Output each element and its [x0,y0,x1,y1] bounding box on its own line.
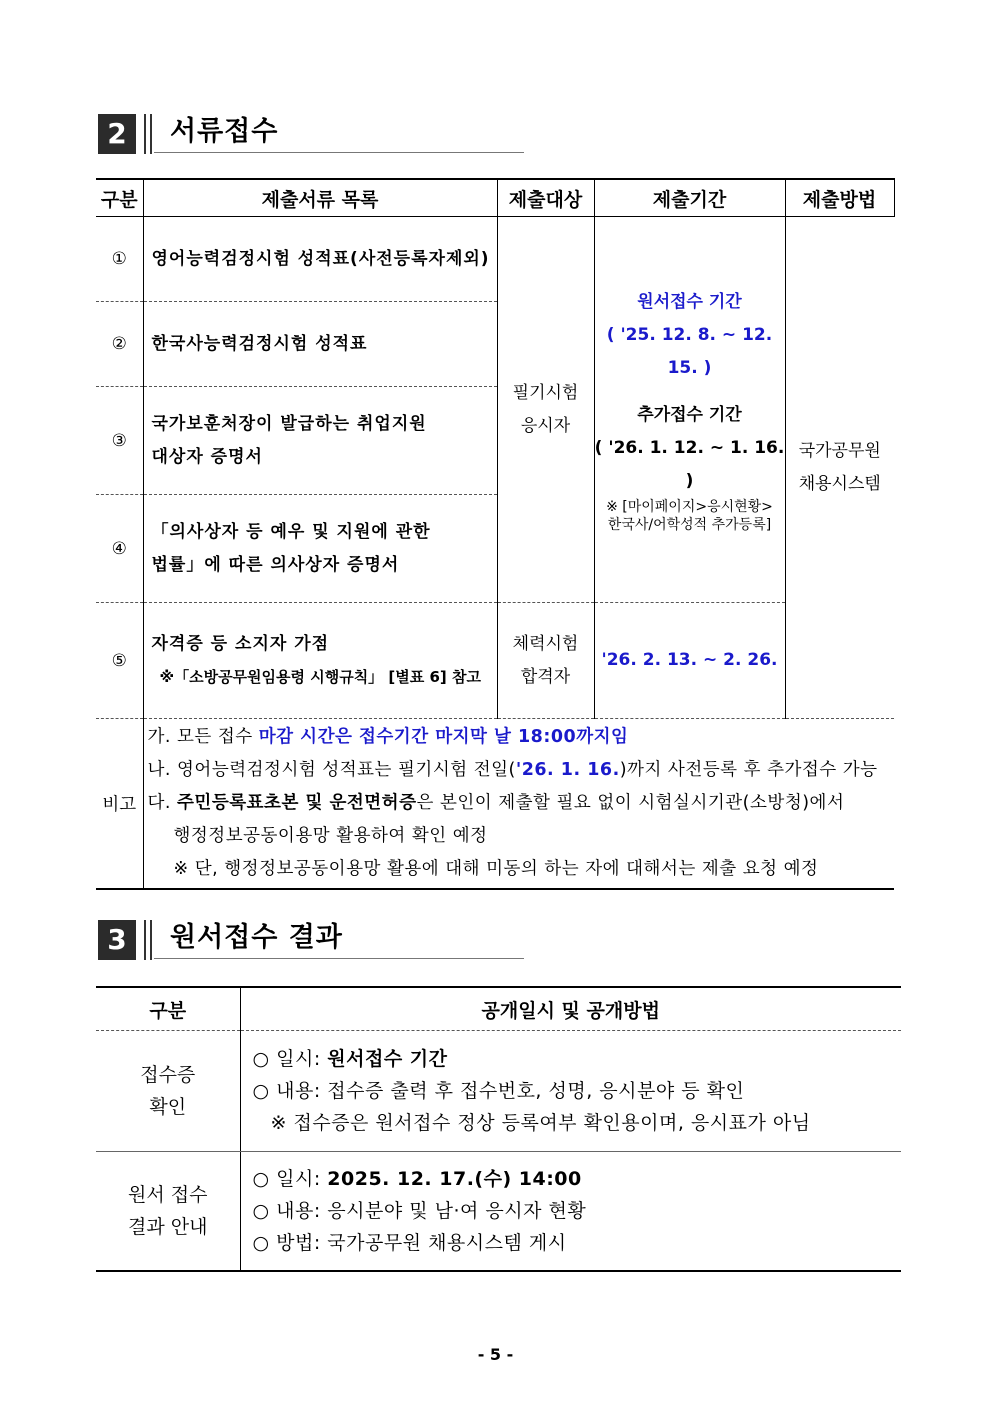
remark-date: '26. 1. 16. [515,760,620,780]
remark-bold: 주민등록표초본 및 운전면허증 [177,793,417,813]
date-line [253,1043,902,1075]
remark-body [143,719,894,890]
document-line: 대상자 증명서 [151,446,263,467]
section-underline [154,152,524,153]
section-divider [144,114,152,154]
section-3-heading [98,920,524,960]
row-number: ③ [96,387,143,495]
target-line: 응시자 [520,415,571,436]
section-2-heading [98,114,524,154]
period-note-2: 한국사/어학성적 추가등록] [607,516,772,533]
remark-c-continuation: 행정정보공동이용망 활용하여 확인 예정 [173,826,488,846]
method-line: ○ 방법: 국가공무원 채용시스템 게시 [252,1232,567,1254]
main-period-label: 원서접수 기간 [637,291,742,312]
row-body [240,1152,901,1272]
document-name [143,603,497,719]
table-header-row [96,987,901,1031]
remark-text: 나. 영어능력검정시험 성적표는 필기시험 전일( [147,760,516,780]
extra-period-range: ( '26. 1. 12. ~ 1. 16. ) [594,437,785,491]
section-number: 2 [98,114,136,154]
document-line: 국가보훈처장이 발급하는 취업지원 [151,413,427,434]
document-line: 법률」에 따른 의사상자 증명서 [151,554,400,575]
row-number: ⑤ [96,603,143,719]
application-result-table [96,986,901,1272]
row-number: ① [96,217,143,302]
method-line: 채용시스템 [798,473,881,494]
table-row [96,603,894,719]
main-period-range: ( '25. 12. 8. ~ 12. 15. ) [606,324,773,378]
date-value: 원서접수 기간 [327,1048,448,1070]
content-line: ○ 내용: 접수증 출력 후 접수번호, 성명, 응시분야 등 확인 [252,1080,745,1102]
table-row [96,1031,901,1152]
remark-highlight: 마감 시간은 접수기간 마지막 날 18:00까지임 [258,727,629,747]
date-value: 2025. 12. 17.(수) 14:00 [327,1168,582,1190]
note-line: ※ 접수증은 원서접수 정상 등록여부 확인용이며, 응시표가 아님 [270,1112,811,1134]
target-written-exam [497,217,594,603]
page-number: - 5 - [477,1345,514,1364]
header-period: 제출기간 [594,179,785,217]
section-title: 원서접수 결과 [170,922,343,953]
remark-row [96,719,894,890]
row-number: ② [96,302,143,387]
remark-note: ※ 단, 행정정보공동이용망 활용에 대해 미동의 하는 자에 대해서는 제출 요청 예정 [173,859,819,879]
table-header-row [96,179,894,217]
submission-method [785,217,894,719]
target-line: 필기시험 [512,382,579,403]
document-name: 영어능력검정시험 성적표(사전등록자제외) [143,217,497,302]
header-category: 구분 [96,179,143,217]
header-documents: 제출서류 목록 [143,179,497,217]
label-line: 원서 접수 [128,1184,208,1206]
section-title: 서류접수 [170,116,279,147]
remark-a [148,721,891,754]
document-name [143,387,497,495]
section-underline [154,958,524,959]
date-prefix: ○ 일시: [252,1168,328,1190]
remark-text: 은 본인이 제출할 필요 없이 시험실시기관(소방청)에서 [416,793,845,813]
table-row [96,217,894,302]
target-line: 합격자 [520,666,571,687]
header-category: 구분 [96,987,240,1031]
target-physical-exam [497,603,594,719]
section-divider [144,920,152,960]
remark-c [148,787,891,820]
section-number: 3 [98,920,136,960]
table-row [96,1152,901,1272]
row-number: ④ [96,495,143,603]
target-line: 체력시험 [512,633,579,654]
document-line: 「의사상자 등 예우 및 지원에 관한 [151,521,431,542]
header-method: 제출방법 [785,179,894,217]
document-name [143,495,497,603]
date-line [253,1163,902,1195]
row-body [240,1031,901,1152]
period-note-1: ※ [마이페이지>응시현황> [606,498,773,515]
remark-b [148,754,891,787]
physical-period [594,603,785,719]
document-line: 자격증 등 소지자 가점 [151,633,330,654]
remark-text: 가. 모든 접수 [147,727,259,747]
document-name: 한국사능력검정시험 성적표 [143,302,497,387]
submission-period [594,217,785,603]
label-line: 확인 [149,1096,187,1118]
document-submission-table [96,178,895,890]
row-label [96,1152,240,1272]
content-line: ○ 내용: 응시분야 및 남·여 응시자 현황 [252,1200,587,1222]
remark-text: 다. [147,793,178,813]
reference-note: ※「소방공무원임용령 시행규칙」 [별표 6] 참고 [159,667,481,686]
label-line: 결과 안내 [128,1216,208,1238]
remark-text: )까지 사전등록 후 추가접수 가능 [619,760,878,780]
physical-period-range: '26. 2. 13. ~ 2. 26. [601,650,778,670]
date-prefix: ○ 일시: [252,1048,328,1070]
method-line: 국가공무원 [798,440,881,461]
remark-label: 비고 [96,719,143,890]
header-disclosure: 공개일시 및 공개방법 [240,987,901,1031]
header-target: 제출대상 [497,179,594,217]
extra-period-label: 추가접수 기간 [637,404,742,425]
label-line: 접수증 [140,1064,196,1086]
row-label [96,1031,240,1152]
